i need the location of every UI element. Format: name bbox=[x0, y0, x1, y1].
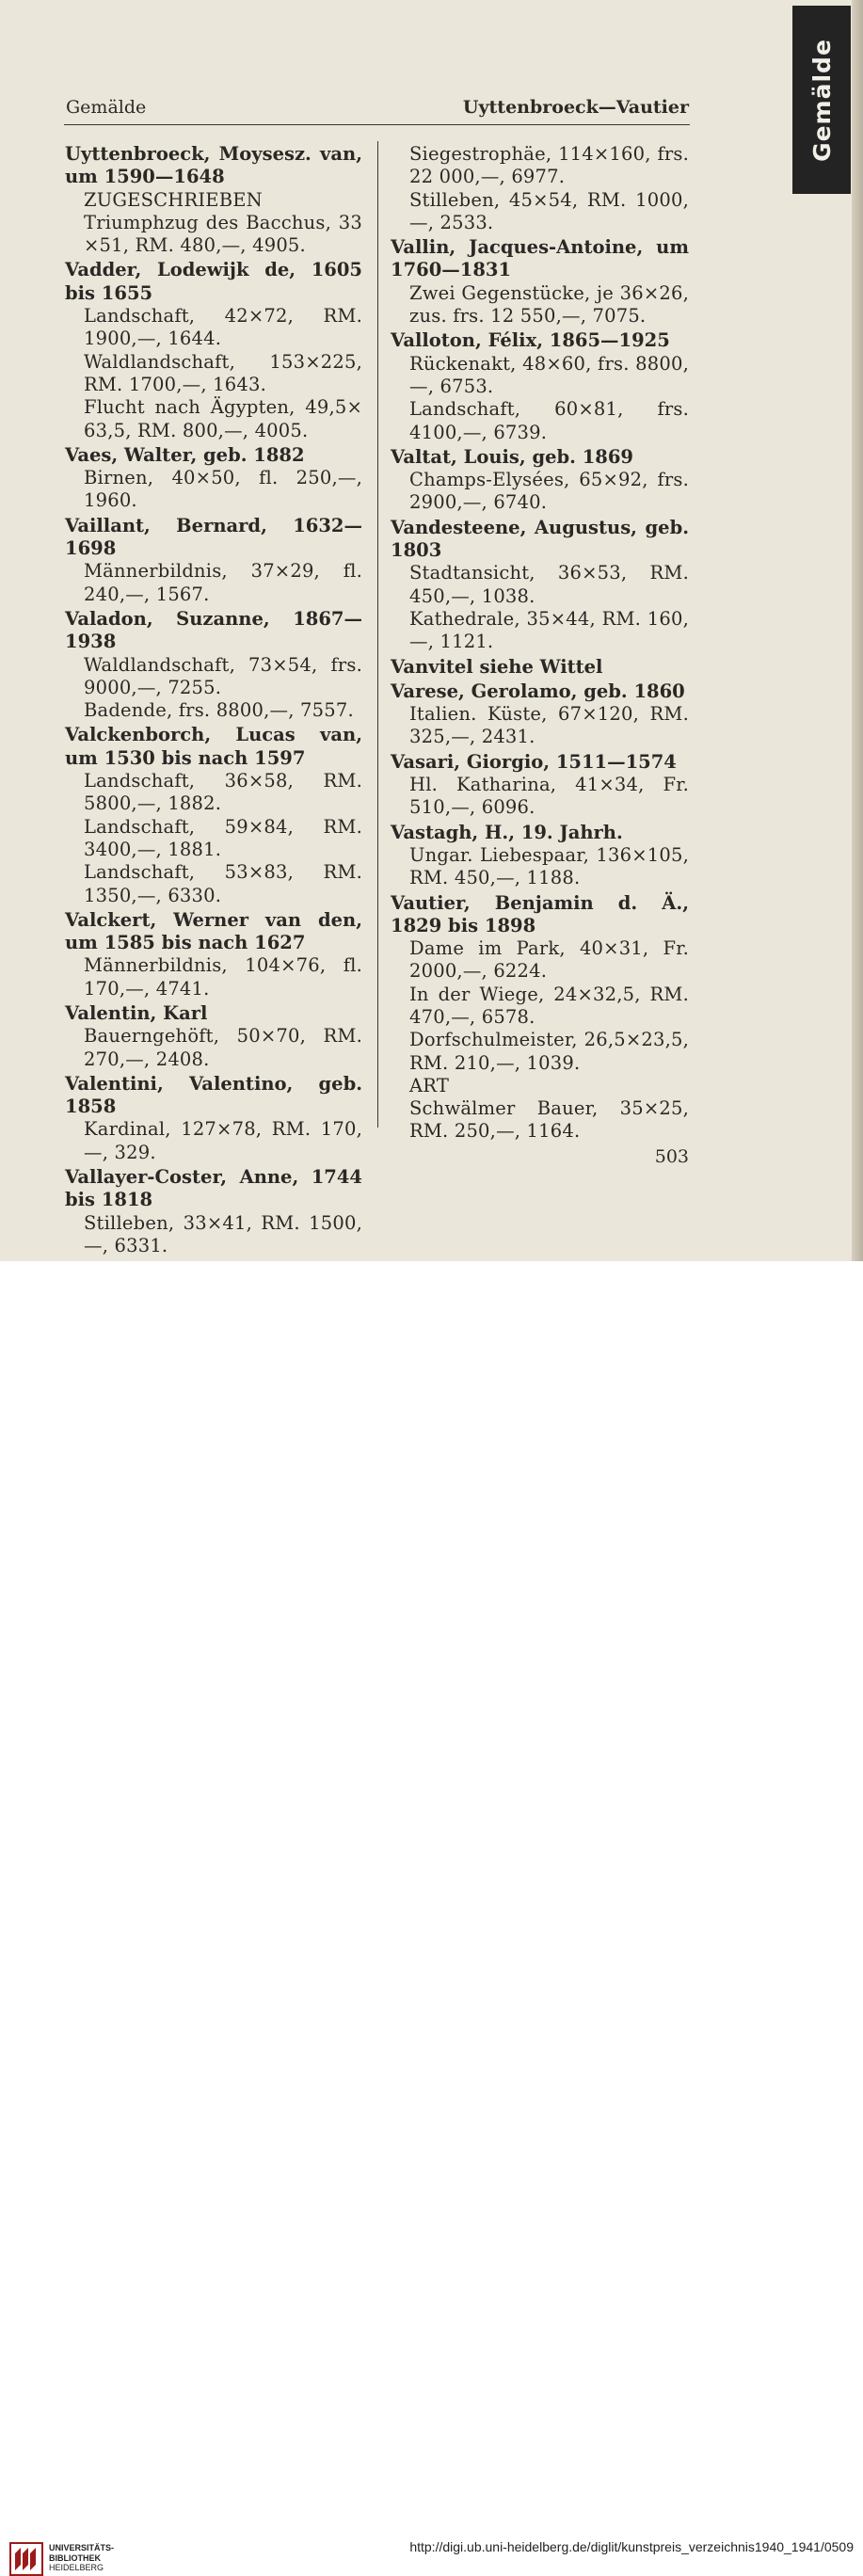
artist-entry bbox=[391, 329, 689, 443]
thumb-index-tab bbox=[792, 6, 851, 194]
footer-bar bbox=[0, 1261, 863, 2572]
artwork-line: Birnen, 40×50, fl. 250,—, 1960. bbox=[84, 467, 362, 512]
artist-name: Vandesteene, Augustus, geb. 1803 bbox=[391, 516, 689, 562]
page-edge bbox=[852, 0, 863, 1261]
artist-name: Varese, Gerolamo, geb. 1860 bbox=[391, 680, 685, 702]
library-name: UNIVERSITÄTS- BIBLIOTHEK HEIDELBERG bbox=[49, 2543, 115, 2572]
artist-entry bbox=[391, 751, 689, 820]
artwork-line: Ungar. Liebespaar, 136×105, RM. 450,—, 1188. bbox=[409, 843, 689, 889]
artwork-line: Landschaft, 36×58, RM. 5800,—, 1882. bbox=[84, 770, 362, 815]
thumb-index-label: Gemälde bbox=[807, 38, 836, 162]
column-rule bbox=[377, 141, 378, 1128]
artist-name: Valadon, Suzanne, 1867—1938 bbox=[65, 607, 362, 653]
artwork-line: Dorfschulmeister, 26,5×23,5, RM. 210,—, 1039. bbox=[409, 1029, 689, 1074]
artwork-line: Dame im Park, 40×31, Fr. 2000,—, 6224. bbox=[409, 937, 689, 983]
right-column bbox=[391, 143, 689, 1144]
artwork-line: Bauerngehöft, 50×70, RM. 270,—, 2408. bbox=[84, 1025, 362, 1070]
artist-name: Vadder, Lodewijk de, 1605 bis 1655 bbox=[65, 259, 362, 304]
artist-name: Valentini, Valentino, geb. 1858 bbox=[65, 1072, 362, 1118]
artist-name: Valckenborch, Lucas van, um 1530 bis nach 1597 bbox=[65, 724, 362, 769]
artwork-line: Rückenakt, 48×60, frs. 8800,—, 6753. bbox=[409, 352, 689, 397]
artist-entry bbox=[65, 444, 362, 513]
artist-name: Valtat, Louis, geb. 1869 bbox=[391, 445, 633, 468]
artist-entry bbox=[65, 259, 362, 441]
university-library-logo-icon bbox=[9, 2542, 43, 2576]
artist-name: Valloton, Félix, 1865—1925 bbox=[391, 329, 670, 352]
running-head-left: Gemälde bbox=[66, 97, 147, 118]
artist-name: Valckert, Werner van den, um 1585 bis nach 1627 bbox=[65, 908, 362, 954]
artist-entry bbox=[65, 724, 362, 906]
artwork-line: Siegestrophäe, 114×160, frs. 22 000,—, 6977. bbox=[409, 143, 689, 188]
page-number: 503 bbox=[654, 1146, 689, 1167]
artist-entry bbox=[65, 143, 362, 257]
artwork-line: Badende, frs. 8800,—, 7557. bbox=[84, 699, 354, 722]
artwork-line: Waldlandschaft, 153×225, RM. 1700,—, 1643. bbox=[84, 350, 362, 395]
artist-entry bbox=[391, 892, 689, 1144]
artist-name: Uyttenbroeck, Moysesz. van, um 1590—1648 bbox=[65, 143, 362, 188]
artist-entry bbox=[391, 446, 689, 515]
artwork-line: Landschaft, 60×81, frs. 4100,—, 6739. bbox=[409, 398, 689, 443]
artist-entry bbox=[65, 1073, 362, 1164]
header-rule bbox=[64, 124, 690, 125]
artwork-line: Flucht nach Ägypten, 49,5× 63,5, RM. 800,—, 4005. bbox=[84, 396, 362, 441]
artist-name: Vaillant, Bernard, 1632—1698 bbox=[65, 514, 362, 560]
artwork-line: Kathedrale, 35×44, RM. 160,—, 1121. bbox=[409, 607, 689, 653]
artist-name: Valentin, Karl bbox=[65, 1001, 208, 1024]
artist-entry bbox=[65, 608, 362, 722]
artwork-line: Landschaft, 53×83, RM. 1350,—, 6330. bbox=[84, 861, 362, 906]
artist-entry bbox=[391, 517, 689, 654]
artwork-line: Stilleben, 33×41, RM. 1500,—, 6331. bbox=[84, 1211, 362, 1256]
artist-name: Vastagh, H., 19. Jahrh. bbox=[391, 821, 623, 843]
artwork-line: ART bbox=[409, 1074, 450, 1096]
artwork-line: Champs-Elysées, 65×92, frs. 2900,—, 6740. bbox=[409, 469, 689, 514]
artist-entry bbox=[65, 1166, 362, 1257]
source-url-link[interactable]: http://digi.ub.uni-heidelberg.de/diglit/kunstpreis_verzeichnis1940_1941/0509 bbox=[409, 2539, 854, 2554]
running-head-right: Uyttenbroeck—Vautier bbox=[462, 97, 689, 118]
artwork-line: Schwälmer Bauer, 35×25, RM. 250,—, 1164. bbox=[409, 1097, 689, 1143]
artist-entry bbox=[391, 822, 689, 890]
artist-name: Vanvitel siehe Wittel bbox=[391, 655, 603, 678]
artwork-line: In der Wiege, 24×32,5, RM. 470,—, 6578. bbox=[409, 983, 689, 1028]
artwork-line: Zwei Gegenstücke, je 36×26, zus. frs. 12 550,—, 7075. bbox=[409, 281, 689, 328]
artwork-line: Stadtansicht, 36×53, RM. 450,—, 1038. bbox=[409, 562, 689, 607]
artist-entry bbox=[391, 143, 689, 234]
artwork-line: Hl. Katharina, 41×34, Fr. 510,—, 6096. bbox=[409, 774, 689, 819]
artist-name: Vallayer-Coster, Anne, 1744 bis 1818 bbox=[65, 1166, 362, 1211]
artwork-line: Landschaft, 59×84, RM. 3400,—, 1881. bbox=[84, 815, 362, 860]
artwork-line: Waldlandschaft, 73×54, frs. 9000,—, 7255. bbox=[84, 653, 362, 698]
artist-entry bbox=[391, 236, 689, 328]
artwork-line: ZUGESCHRIEBEN bbox=[84, 188, 263, 211]
artwork-line: Kardinal, 127×78, RM. 170,—, 329. bbox=[84, 1118, 362, 1163]
artist-name: Vasari, Giorgio, 1511—1574 bbox=[391, 750, 677, 773]
artwork-line: Männerbildnis, 37×29, fl. 240,—, 1567. bbox=[84, 560, 362, 605]
artwork-line: Italien. Küste, 67×120, RM. 325,—, 2431. bbox=[409, 703, 689, 748]
artist-entry bbox=[65, 909, 362, 1000]
artwork-line: Triumphzug des Bacchus, 33 ×51, RM. 480,—, 4905. bbox=[84, 211, 362, 257]
artwork-line: Landschaft, 42×72, RM. 1900,—, 1644. bbox=[84, 305, 362, 350]
artwork-line: Stilleben, 45×54, RM. 1000,—, 2533. bbox=[409, 188, 689, 233]
artwork-line: Männerbildnis, 104×76, fl. 170,—, 4741. bbox=[84, 954, 362, 1000]
artist-name: Vautier, Benjamin d. Ä., 1829 bis 1898 bbox=[391, 891, 689, 936]
left-column bbox=[65, 143, 362, 1257]
artist-entry bbox=[391, 680, 689, 749]
artist-entry bbox=[65, 515, 362, 606]
artist-entry bbox=[391, 656, 689, 679]
artist-entry bbox=[65, 1002, 362, 1071]
scanned-page bbox=[0, 0, 863, 1261]
artist-name: Vallin, Jacques-Antoine, um 1760—1831 bbox=[391, 236, 689, 281]
artist-name: Vaes, Walter, geb. 1882 bbox=[65, 443, 305, 466]
